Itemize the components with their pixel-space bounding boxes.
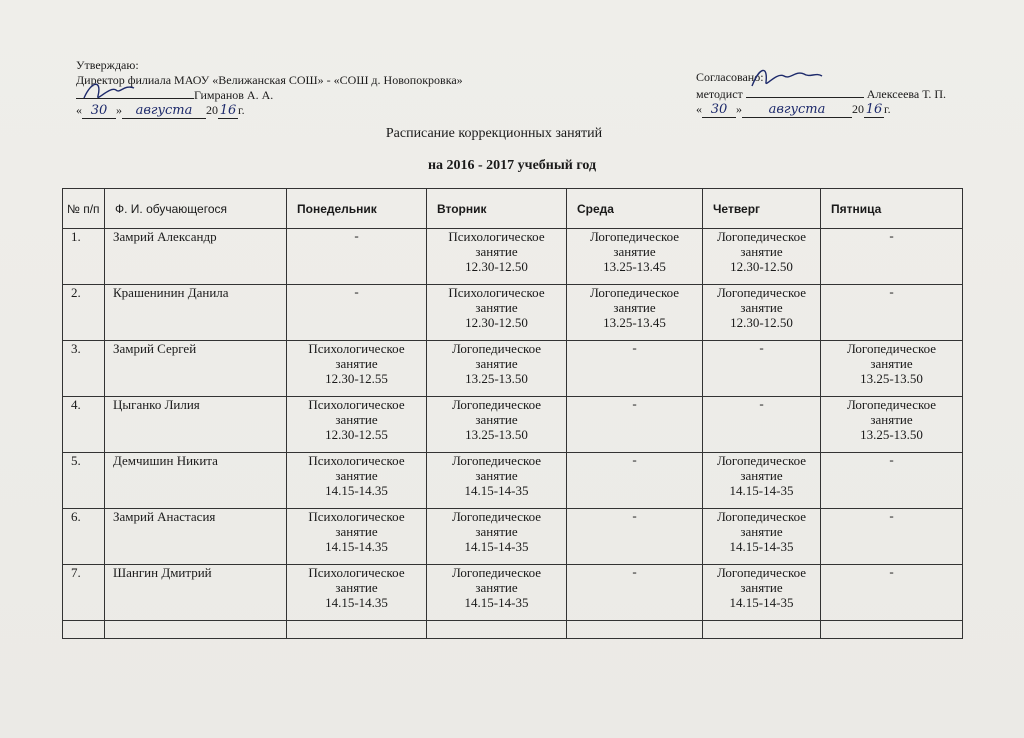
agreement-name: Алексеева Т. П. [866, 87, 947, 101]
session-line: Логопедическое [716, 285, 807, 300]
empty-cell [703, 621, 821, 639]
page-title: Расписание коррекционных занятий [385, 126, 603, 141]
empty-slot-dash: - [889, 228, 894, 243]
session-line: 12.30-12.50 [465, 315, 528, 330]
row-number: 5. [63, 453, 105, 509]
approval-signature-scribble [80, 76, 140, 106]
session-line: Психологическое [308, 397, 405, 412]
cell-thursday [703, 341, 821, 397]
cell-tuesday [427, 285, 567, 341]
empty-slot-dash: - [354, 284, 359, 299]
cell-thursday [703, 565, 821, 621]
approval-position: Директор филиала МАОУ «Велижанская СОШ» - «СОШ д. Новопокровка» [76, 73, 463, 87]
table-row [63, 453, 963, 509]
session-line: 13.25-13.50 [860, 371, 923, 386]
empty-cell [287, 621, 427, 639]
session-line: 13.25-13.50 [860, 427, 923, 442]
session-line: занятие [475, 468, 518, 483]
row-number: 2. [63, 285, 105, 341]
agreement-day: 30 [702, 102, 736, 118]
cell-wednesday [567, 565, 703, 621]
approval-year-end: г. [238, 103, 245, 117]
session-line: занятие [740, 468, 783, 483]
session-line: Логопедическое [451, 453, 542, 468]
cell-tuesday [427, 229, 567, 285]
cell-tuesday [427, 397, 567, 453]
cell-monday [287, 229, 427, 285]
header-tuesday: Вторник [427, 189, 567, 229]
student-name: Замрий Сергей [105, 341, 287, 397]
cell-thursday [703, 285, 821, 341]
approval-year-prefix: 20 [206, 103, 218, 117]
cell-wednesday [567, 453, 703, 509]
session-line: 12.30-12.50 [730, 259, 793, 274]
row-number: 7. [63, 565, 105, 621]
empty-slot-dash: - [632, 396, 637, 411]
table-row [63, 285, 963, 341]
cell-friday [821, 453, 963, 509]
session-line: занятие [740, 244, 783, 259]
session-line: Логопедическое [451, 397, 542, 412]
agreement-block [696, 70, 946, 118]
session-line: 14.15-14-35 [729, 595, 794, 610]
empty-slot-dash: - [632, 452, 637, 467]
session-line: занятие [870, 356, 913, 371]
agreement-date [696, 102, 946, 118]
empty-slot-dash: - [889, 564, 894, 579]
schedule-table [62, 188, 963, 639]
session-line: 12.30-12.50 [465, 259, 528, 274]
session-line: 14.15-14-35 [464, 539, 529, 554]
session-line: занятие [475, 356, 518, 371]
empty-slot-dash: - [889, 452, 894, 467]
session-line: 13.25-13.45 [603, 259, 666, 274]
agreement-year-suffix: 16 [865, 102, 883, 117]
session-line: Психологическое [308, 341, 405, 356]
session-line: занятие [613, 300, 656, 315]
table-row [63, 341, 963, 397]
row-number: 1. [63, 229, 105, 285]
empty-slot-dash: - [632, 564, 637, 579]
cell-monday [287, 453, 427, 509]
cell-tuesday [427, 509, 567, 565]
cell-monday [287, 509, 427, 565]
agreement-role: методист [696, 87, 743, 101]
cell-monday [287, 285, 427, 341]
approval-block [76, 58, 463, 119]
session-line: Логопедическое [716, 229, 807, 244]
cell-tuesday [427, 565, 567, 621]
table-empty-row [63, 621, 963, 639]
cell-thursday [703, 397, 821, 453]
session-line: занятие [740, 300, 783, 315]
cell-friday [821, 397, 963, 453]
session-line: занятие [613, 244, 656, 259]
session-line: Психологическое [448, 229, 545, 244]
cell-monday [287, 565, 427, 621]
student-name: Крашенинин Данила [105, 285, 287, 341]
cell-tuesday [427, 341, 567, 397]
session-line: занятие [870, 412, 913, 427]
session-line: 14.15-14-35 [464, 595, 529, 610]
agreement-year-end: г. [884, 102, 891, 116]
session-line: 12.30-12.50 [730, 315, 793, 330]
approval-year-suffix: 16 [219, 103, 237, 118]
cell-friday [821, 565, 963, 621]
session-line: Логопедическое [589, 229, 680, 244]
session-line: Логопедическое [451, 565, 542, 580]
session-line: 12.30-12.55 [325, 371, 388, 386]
agreement-signature-scribble [746, 64, 826, 92]
session-line: 13.25-13.50 [465, 427, 528, 442]
row-number: 4. [63, 397, 105, 453]
empty-slot-dash: - [632, 508, 637, 523]
student-name: Демчишин Никита [105, 453, 287, 509]
cell-monday [287, 397, 427, 453]
session-line: Психологическое [308, 509, 405, 524]
approval-month: августа [122, 103, 206, 119]
header-friday: Пятница [821, 189, 963, 229]
empty-cell [105, 621, 287, 639]
empty-cell [821, 621, 963, 639]
student-name: Замрий Александр [105, 229, 287, 285]
cell-wednesday [567, 341, 703, 397]
approval-name: Гимранов А. А. [194, 88, 274, 102]
agreement-month: августа [742, 102, 852, 118]
session-line: занятие [475, 412, 518, 427]
cell-wednesday [567, 229, 703, 285]
session-line: занятие [335, 412, 378, 427]
agreement-quote-close: » [736, 102, 742, 116]
session-line: занятие [740, 580, 783, 595]
cell-friday [821, 229, 963, 285]
session-line: Логопедическое [716, 565, 807, 580]
cell-thursday [703, 453, 821, 509]
table-row [63, 565, 963, 621]
cell-thursday [703, 509, 821, 565]
session-line: 14.15-14-35 [464, 483, 529, 498]
agreement-year-prefix: 20 [852, 102, 864, 116]
session-line: Психологическое [448, 285, 545, 300]
row-number: 3. [63, 341, 105, 397]
session-line: Логопедическое [846, 341, 937, 356]
session-line: Логопедическое [716, 509, 807, 524]
cell-wednesday [567, 509, 703, 565]
session-line: 14.15-14.35 [325, 595, 388, 610]
table-row [63, 229, 963, 285]
session-line: Логопедическое [846, 397, 937, 412]
header-student-name: Ф. И. обучающегося [105, 189, 287, 229]
agreement-heading: Согласовано: [696, 70, 764, 84]
header-monday: Понедельник [287, 189, 427, 229]
session-line: занятие [475, 524, 518, 539]
empty-slot-dash: - [354, 228, 359, 243]
session-line: 13.25-13.45 [603, 315, 666, 330]
session-line: занятие [335, 356, 378, 371]
session-line: 14.15-14.35 [325, 539, 388, 554]
empty-slot-dash: - [889, 508, 894, 523]
cell-friday [821, 509, 963, 565]
session-line: занятие [335, 468, 378, 483]
cell-friday [821, 341, 963, 397]
approval-quote-close: » [116, 103, 122, 117]
schedule-body [63, 229, 963, 639]
table-header-row [63, 189, 963, 229]
header-thursday: Четверг [703, 189, 821, 229]
table-row [63, 397, 963, 453]
session-line: занятие [335, 580, 378, 595]
cell-monday [287, 341, 427, 397]
empty-cell [63, 621, 105, 639]
header-number: № п/п [63, 189, 105, 229]
empty-slot-dash: - [759, 396, 764, 411]
session-line: Психологическое [308, 453, 405, 468]
empty-slot-dash: - [759, 340, 764, 355]
session-line: занятие [740, 524, 783, 539]
student-name: Шангин Дмитрий [105, 565, 287, 621]
empty-cell [567, 621, 703, 639]
student-name: Замрий Анастасия [105, 509, 287, 565]
session-line: Логопедическое [451, 509, 542, 524]
cell-friday [821, 285, 963, 341]
cell-tuesday [427, 453, 567, 509]
session-line: 14.15-14.35 [325, 483, 388, 498]
header-wednesday: Среда [567, 189, 703, 229]
session-line: Психологическое [308, 565, 405, 580]
approval-heading: Утверждаю: [76, 58, 139, 72]
student-name: Цыганко Лилия [105, 397, 287, 453]
session-line: занятие [335, 524, 378, 539]
approval-day: 30 [82, 103, 116, 119]
session-line: Логопедическое [451, 341, 542, 356]
session-line: занятие [475, 300, 518, 315]
empty-slot-dash: - [889, 284, 894, 299]
cell-wednesday [567, 397, 703, 453]
page-subtitle: на 2016 - 2017 учебный год [427, 158, 597, 173]
empty-cell [427, 621, 567, 639]
session-line: 14.15-14-35 [729, 539, 794, 554]
session-line: 12.30-12.55 [325, 427, 388, 442]
session-line: занятие [475, 244, 518, 259]
session-line: 14.15-14-35 [729, 483, 794, 498]
session-line: Логопедическое [716, 453, 807, 468]
cell-thursday [703, 229, 821, 285]
session-line: Логопедическое [589, 285, 680, 300]
table-row [63, 509, 963, 565]
row-number: 6. [63, 509, 105, 565]
session-line: занятие [475, 580, 518, 595]
cell-wednesday [567, 285, 703, 341]
agreement-quote-open: « [696, 102, 702, 116]
approval-quote-open: « [76, 103, 82, 117]
empty-slot-dash: - [632, 340, 637, 355]
session-line: 13.25-13.50 [465, 371, 528, 386]
